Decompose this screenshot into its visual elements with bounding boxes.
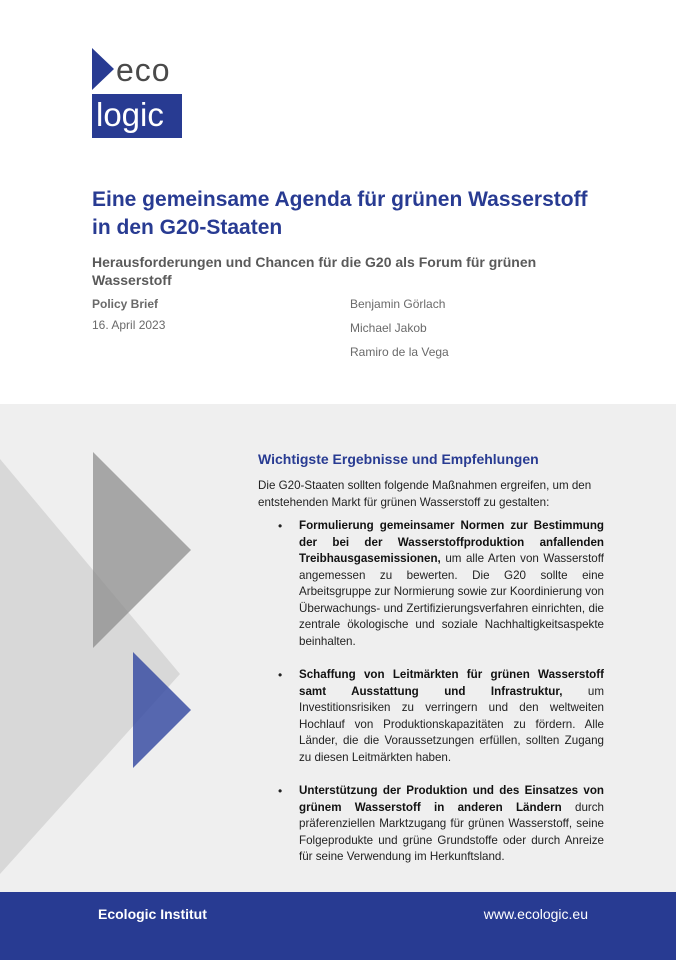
recommendation-lead: Schaffung von Leitmärkten für grünen Wasserstoff samt Ausstattung und Infrastruktur, — [299, 668, 604, 698]
logo-eco-text: eco — [116, 52, 171, 88]
dark-gray-triangle-shape — [93, 452, 191, 648]
ecologic-logo — [92, 48, 184, 140]
logo-logic-text: logic — [96, 96, 164, 133]
institute-name: Ecologic Institut — [98, 906, 207, 922]
recommendation-text: um alle Arten von Wasserstoff angemessen zu bewerten. Die G20 sollte eine Arbeitsgruppe zur Normierung sowie zur Koordinierung von Überwachungs- und Zertifizierungsverfahren einrichten, die zentrale ökologische und soziale Nachhaltigkeitsaspekte beinhalten. — [299, 552, 604, 648]
publication-date: 16. April 2023 — [92, 318, 166, 332]
list-item — [258, 667, 604, 766]
logo-triangle-icon — [92, 48, 114, 90]
author-name: Ramiro de la Vega — [350, 345, 449, 359]
recommendation-list — [258, 518, 604, 883]
website-link[interactable]: www.ecologic.eu — [483, 906, 588, 922]
list-item — [258, 518, 604, 650]
document-title: Eine gemeinsame Agenda für grünen Wasserstoff in den G20-Staaten — [92, 188, 588, 239]
recommendation-lead: Unterstützung der Produktion und des Einsatzes von grünem Wasserstoff in anderen Ländern — [299, 784, 604, 814]
recommendation-text: durch präferenziellen Marktzugang für grünen Wasserstoff, seine Folgeprodukte und grüne Grundstoffe oder durch Anreize für seine Verwendung im Herkunftsland. — [299, 800, 605, 863]
bullet-dot-icon: • — [278, 668, 283, 682]
key-findings-intro: Die G20-Staaten sollten folgende Maßnahmen ergreifen, um den entstehenden Markt für grünen Wasserstoff zu gestalten: — [258, 479, 592, 509]
bullet-dot-icon: • — [278, 784, 283, 798]
author-name: Benjamin Görlach — [350, 297, 446, 311]
recommendation-text: um Investitionsrisiken zu verringern und den weltweiten Hochlauf von Produktionskapazitäten zu fördern. Alle Länder, die die Voraussetzungen erfüllen, sollten Zugang zu diesen Leitmärkten haben. — [299, 684, 604, 764]
document-type: Policy Brief — [92, 297, 159, 311]
author-name: Michael Jakob — [350, 321, 427, 335]
author-list — [350, 297, 449, 369]
list-item — [258, 783, 604, 866]
decorative-triangles — [0, 404, 230, 892]
document-subtitle: Herausforderungen und Chancen für die G20 als Forum für grünen Wasserstoff — [92, 254, 537, 288]
recommendation-lead: Formulierung gemeinsamer Normen zur Bestimmung der bei der Wasserstoffproduktion anfallenden Treibhausgasemissionen, — [299, 519, 604, 565]
key-findings-panel — [0, 404, 676, 892]
footer-bar — [0, 892, 676, 960]
bullet-dot-icon: • — [278, 519, 283, 533]
key-findings-heading: Wichtigste Ergebnisse und Empfehlungen — [258, 451, 539, 467]
